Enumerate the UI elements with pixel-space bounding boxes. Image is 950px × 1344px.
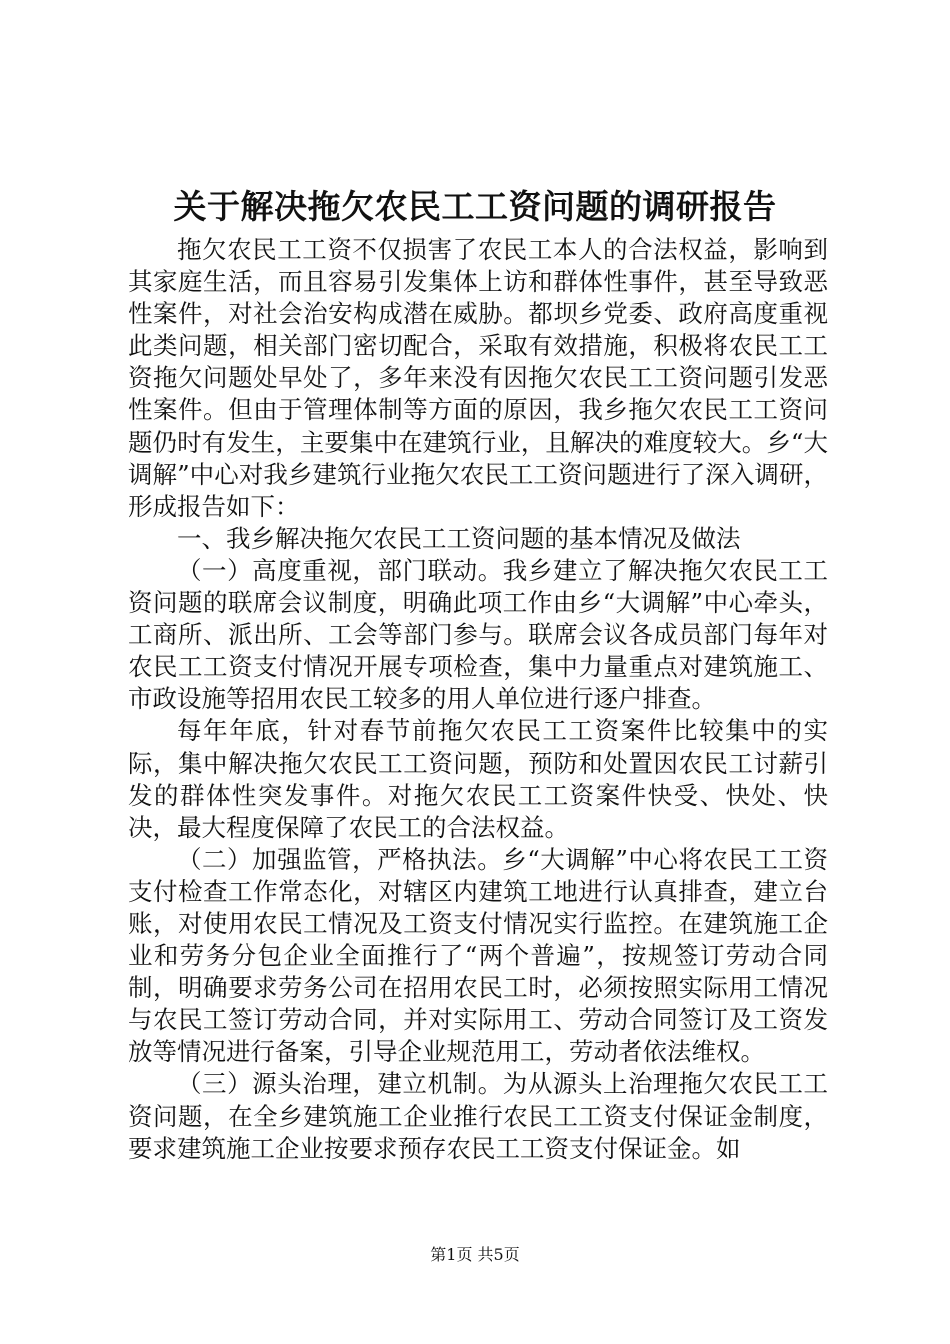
body-paragraph: （一）高度重视，部门联动。我乡建立了解决拖欠农民工工资问题的联席会议制度，明确此项工作由乡“大调解”中心牵头，工商所、派出所、工会等部门参与。联席会议各成员部门每年对农民工工资支付情况开展专项检查，集中力量重点对建筑施工、市政设施等招用农民工较多的用人单位进行逐户排查。	[128, 555, 828, 714]
document-body	[128, 234, 828, 1165]
section-heading: 一、我乡解决拖欠农民工工资问题的基本情况及做法	[177, 523, 741, 553]
body-paragraph: （三）源头治理，建立机制。为从源头上治理拖欠农民工工资问题，在全乡建筑施工企业推行农民工工资支付保证金制度，要求建筑施工企业按要求预存农民工工资支付保证金。如	[128, 1069, 828, 1163]
body-paragraph: （二）加强监管，严格执法。乡“大调解”中心将农民工工资支付检查工作常态化，对辖区内建筑工地进行认真排查，建立台账，对使用农民工情况及工资支付情况实行监控。在建筑施工企业和劳务分包企业全面推行了“两个普遍”，按规签订劳动合同制，明确要求劳务公司在招用农民工时，必须按照实际用工情况与农民工签订劳动合同，并对实际用工、劳动合同签订及工资发放等情况进行备案，引导企业规范用工，劳动者依法维权。	[128, 844, 828, 1067]
page-number-footer: 第1页 共5页	[430, 1245, 520, 1264]
body-paragraph: 每年年底，针对春节前拖欠农民工工资案件比较集中的实际，集中解决拖欠农民工工资问题，预防和处置因农民工讨薪引发的群体性突发事件。对拖欠农民工工资案件快受、快处、快决，最大程度保障了农民工的合法权益。	[128, 716, 828, 842]
document-title: 关于解决拖欠农民工工资问题的调研报告	[173, 187, 777, 226]
intro-paragraph: 拖欠农民工工资不仅损害了农民工本人的合法权益，影响到其家庭生活，而且容易引发集体上访和群体性事件，甚至导致恶性案件，对社会治安构成潜在威胁。都坝乡党委、政府高度重视此类问题，相关部门密切配合，采取有效措施，积极将农民工工资拖欠问题处早处了，多年来没有因拖欠农民工工资问题引发恶性案件。但由于管理体制等方面的原因，我乡拖欠农民工工资问题仍时有发生，主要集中在建筑行业，且解决的难度较大。乡“大调解”中心对我乡建筑行业拖欠农民工工资问题进行了深入调研，形成报告如下：	[128, 235, 828, 521]
